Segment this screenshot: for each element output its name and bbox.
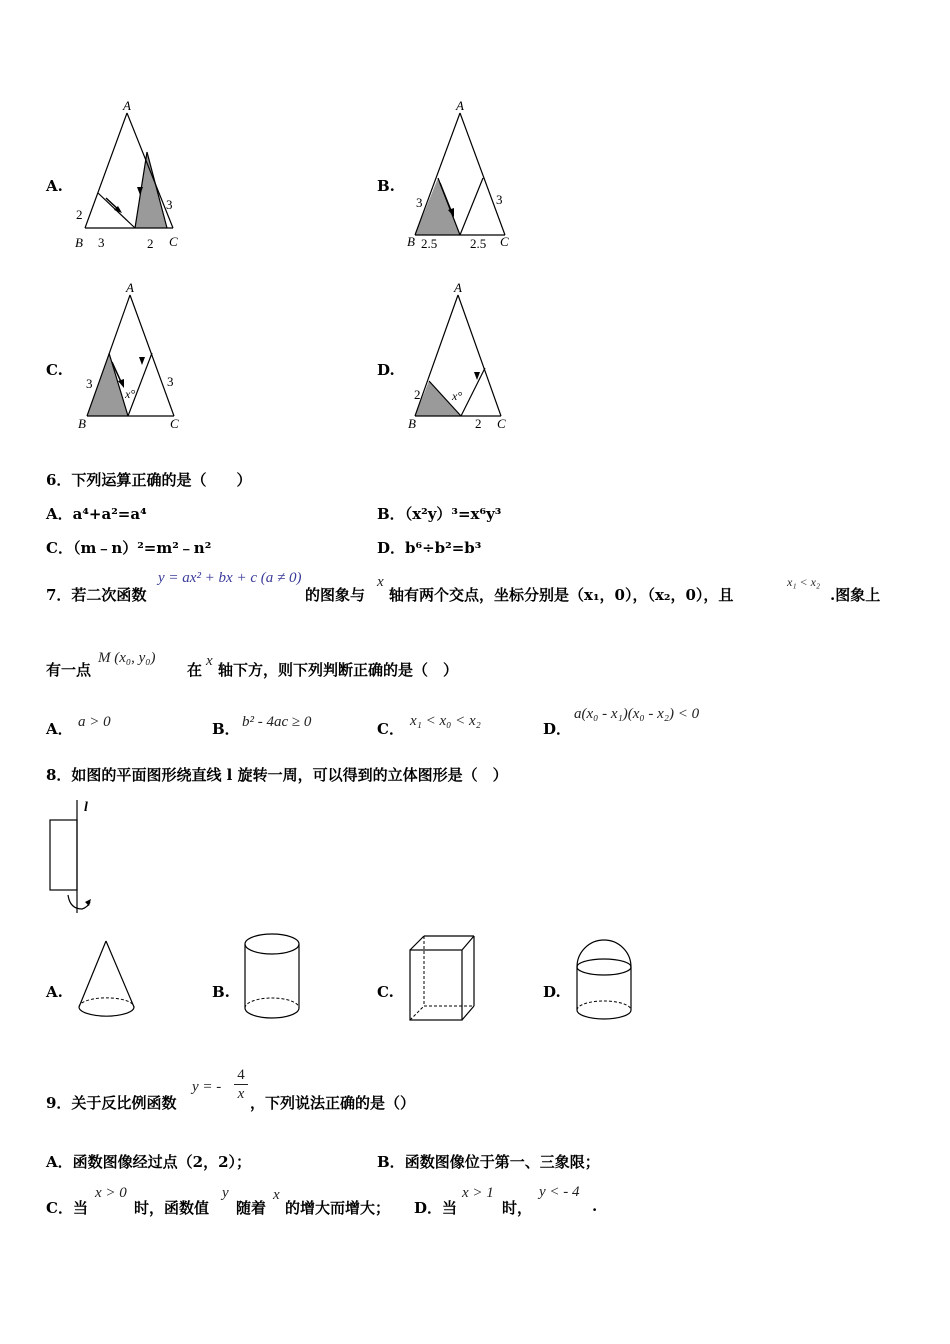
svg-text:C: C: [500, 234, 509, 249]
q7-function: y = ax² + bx + c (a ≠ 0): [158, 570, 302, 586]
q8-option-c-label: C.: [377, 983, 394, 1001]
len-b: 3: [98, 235, 105, 250]
q7-option-d-label: D．: [543, 720, 572, 738]
q7-stem-part2: 的图象与: [305, 586, 366, 604]
q7-option-b-label: B．: [212, 720, 240, 738]
svg-text:3: 3: [416, 195, 423, 210]
fig5-option-a-label: A.: [46, 177, 63, 195]
q8-option-c-prism: [404, 928, 484, 1028]
axis-l-label: l: [84, 800, 88, 815]
q8-option-d-label: D.: [543, 983, 561, 1001]
svg-text:2.5: 2.5: [421, 236, 438, 251]
q6-option-d: D．b⁶÷b²=b³: [377, 539, 482, 557]
svg-text:x°: x°: [452, 389, 463, 403]
svg-text:B: B: [408, 416, 416, 431]
vertex-a: A: [123, 98, 131, 113]
vertex-b: B: [75, 235, 83, 250]
q6-option-c: C．（m﹣n）²=m²﹣n²: [46, 539, 212, 557]
q9-option-d-post: .: [592, 1197, 598, 1215]
q8-rotation-figure: [40, 795, 110, 920]
vertex-c: C: [169, 234, 178, 249]
q9-option-c-x: x: [273, 1187, 280, 1203]
q7-stem-part1: 7．若二次函数: [46, 586, 147, 604]
svg-text:A: A: [456, 98, 464, 113]
q8-option-d-cylinder-hemisphere: [570, 932, 640, 1027]
q9-option-c-label: C．当: [46, 1199, 88, 1217]
q9-option-d-result: y < - 4: [539, 1184, 580, 1200]
q7-option-a: a > 0: [78, 714, 111, 730]
q7-option-d: a(x₀ - x₁)(x₀ - x₂) < 0: [574, 706, 700, 722]
q7-stem-part3: 轴有两个交点，坐标分别是（x₁，0），（x₂，0），且: [389, 586, 734, 604]
len-right: 3: [166, 197, 173, 212]
q9-option-c-post: 的增大而增大；: [285, 1199, 391, 1217]
svg-text:3: 3: [496, 192, 503, 207]
q9-option-c-mid2: 随着: [236, 1199, 267, 1217]
q8-option-b-cylinder: [238, 928, 308, 1028]
q9-stem-part1: 9．关于反比例函数: [46, 1094, 177, 1112]
q7-x-axis-2: x: [206, 653, 213, 669]
q7-option-c: x₁ < x₀ < x₂: [410, 713, 481, 729]
q7-option-b: b² - 4ac ≥ 0: [242, 714, 312, 730]
q6-option-b: B．（x²y）³=x⁶y³: [377, 505, 502, 523]
q7-line2-part2: 在: [187, 661, 203, 679]
svg-text:3: 3: [86, 376, 93, 391]
q9-function-lhs: y = -: [192, 1079, 222, 1095]
fig5-option-c-figure: [70, 280, 190, 440]
q9-option-c-y: y: [222, 1185, 229, 1201]
q9-function-fraction: 4 x: [234, 1066, 248, 1103]
svg-text:A: A: [126, 280, 134, 295]
q7-point-m: M (x₀, y₀): [98, 650, 156, 666]
svg-text:B: B: [407, 234, 415, 249]
q9-stem-part2: ，下列说法正确的是（）: [250, 1094, 416, 1112]
q8-option-a-cone: [74, 935, 140, 1025]
svg-text:A: A: [454, 280, 462, 295]
svg-text:2: 2: [475, 416, 482, 431]
q8-option-a-label: A.: [46, 983, 63, 1001]
fig5-option-d-figure: [400, 280, 530, 440]
svg-text:C: C: [170, 416, 179, 431]
q7-line2-part3: 轴下方，则下列判断正确的是（ ）: [218, 661, 459, 679]
fig5-option-c-label: C.: [46, 361, 63, 379]
svg-text:x°: x°: [125, 387, 136, 401]
q9-option-a: A．函数图像经过点（2，2）；: [46, 1153, 252, 1171]
fig5-option-b-label: B.: [377, 177, 395, 195]
q6-option-a: A．a⁴+a²=a⁴: [46, 505, 147, 523]
q9-option-b: B．函数图像位于第一、三象限；: [377, 1153, 600, 1171]
fig5-option-d-label: D.: [377, 361, 395, 379]
q9-option-d-condition: x > 1: [462, 1185, 494, 1201]
q7-condition: x₁ < x₂: [787, 575, 821, 589]
len-c: 2: [147, 236, 154, 251]
svg-text:2: 2: [414, 387, 421, 402]
q7-option-a-label: A．: [46, 720, 73, 738]
q8-option-b-label: B.: [212, 983, 230, 1001]
len-left: 2: [76, 207, 83, 222]
q7-stem-part4: .图象上: [830, 586, 881, 604]
q7-option-c-label: C．: [377, 720, 404, 738]
q7-line2-part1: 有一点: [46, 661, 92, 679]
q9-option-d-label: D．当: [414, 1199, 458, 1217]
svg-text:3: 3: [167, 374, 174, 389]
fig5-option-a-figure: [70, 98, 190, 258]
svg-text:B: B: [78, 416, 86, 431]
q9-option-d-mid: 时，: [502, 1199, 533, 1217]
q7-x-axis: x: [377, 574, 384, 590]
q9-option-c-mid: 时，函数值: [134, 1199, 210, 1217]
q8-stem: 8．如图的平面图形绕直线 l 旋转一周，可以得到的立体图形是（ ）: [46, 766, 508, 784]
fig5-option-b-figure: [400, 98, 530, 258]
q6-stem: 6．下列运算正确的是（ ）: [46, 471, 252, 489]
svg-text:2.5: 2.5: [470, 236, 487, 251]
q9-option-c-condition: x > 0: [95, 1185, 127, 1201]
svg-text:C: C: [497, 416, 506, 431]
